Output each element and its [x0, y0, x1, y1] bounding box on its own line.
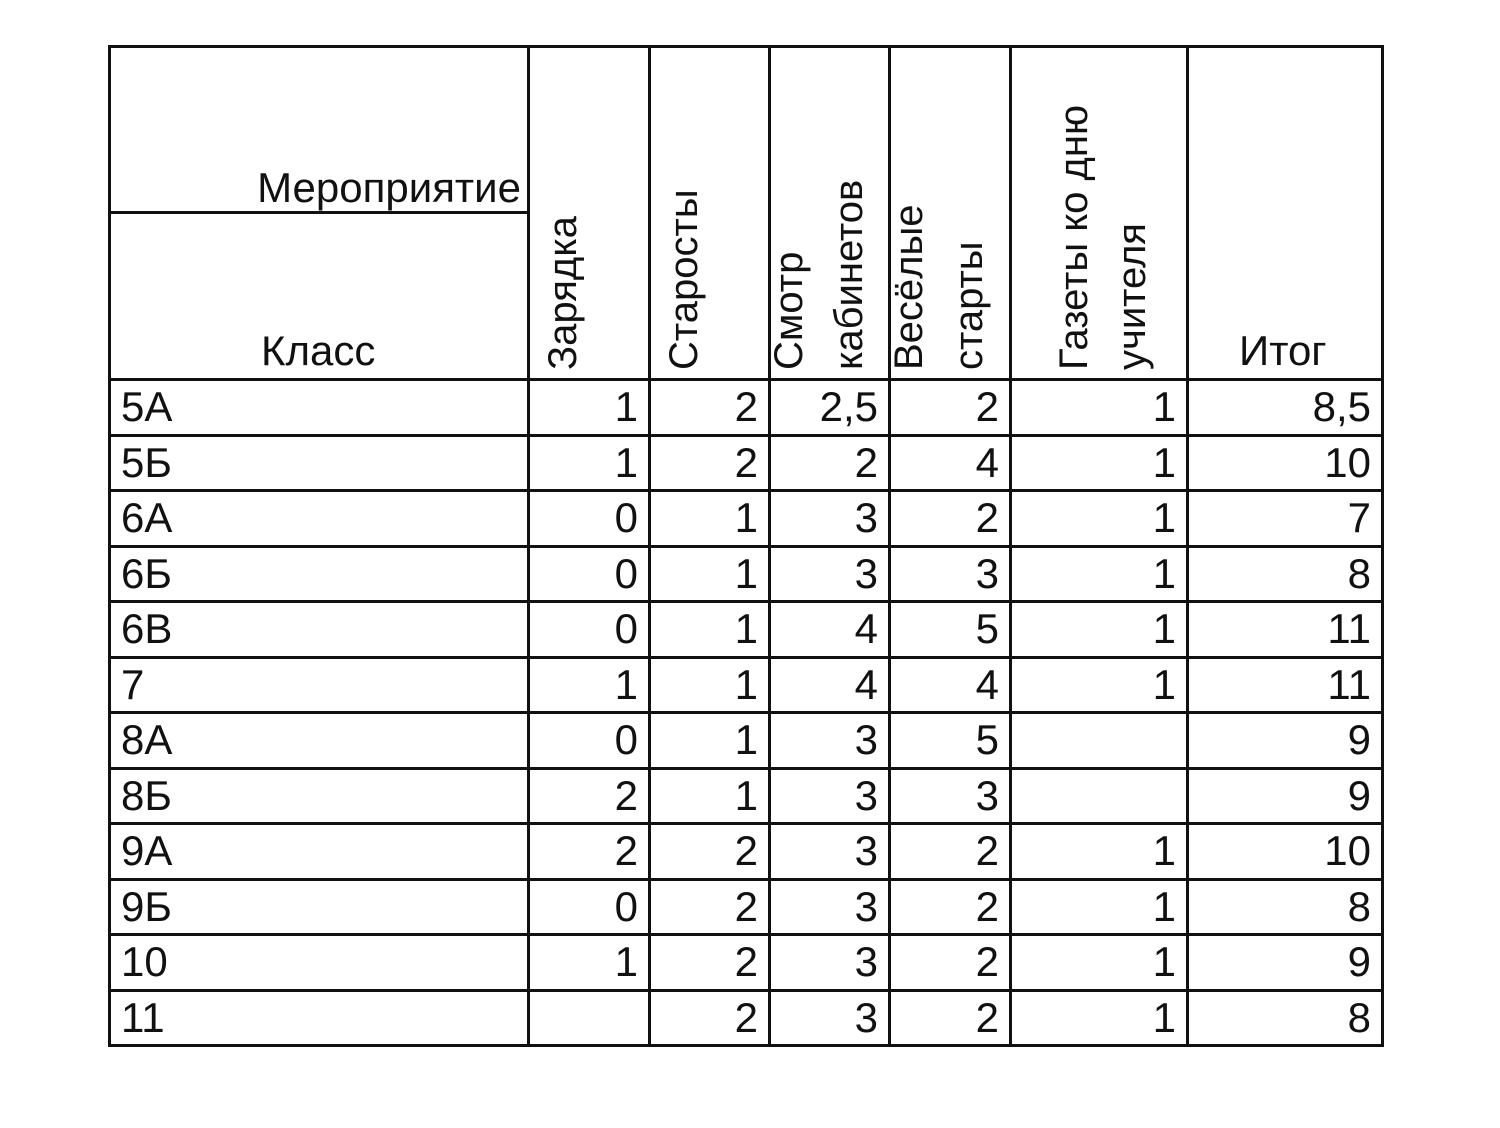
score-cell-smotr: 3 [770, 768, 890, 824]
corner-top-area [111, 48, 527, 214]
score-cell-smotr: 4 [770, 657, 890, 713]
corner-header-cell [110, 47, 529, 380]
score-table-sheet [108, 45, 1381, 1046]
score-cell-veselye: 5 [890, 713, 1011, 769]
score-cell-smotr: 3 [770, 546, 890, 602]
score-cell-veselye: 2 [890, 380, 1011, 436]
score-cell-gazety: 1 [1011, 657, 1188, 713]
score-cell-starosty: 2 [650, 990, 770, 1046]
score-cell-itog: 9 [1188, 935, 1383, 991]
table-row [110, 491, 1383, 547]
score-cell-zaryadka: 1 [529, 657, 650, 713]
table-row [110, 380, 1383, 436]
score-cell-gazety: 1 [1011, 602, 1188, 658]
score-cell-gazety: 1 [1011, 935, 1188, 991]
score-cell-itog: 8,5 [1188, 380, 1383, 436]
score-cell-zaryadka [529, 990, 650, 1046]
score-cell-itog: 11 [1188, 657, 1383, 713]
score-cell-zaryadka: 1 [529, 935, 650, 991]
score-cell-smotr: 4 [770, 602, 890, 658]
class-axis-label: Класс [261, 327, 376, 374]
column-label-itog: Итог [1239, 327, 1327, 374]
column-header-zaryadka [529, 47, 650, 380]
score-cell-zaryadka: 2 [529, 824, 650, 880]
score-cell-starosty: 1 [650, 546, 770, 602]
class-cell: 10 [110, 935, 529, 991]
score-cell-starosty: 1 [650, 657, 770, 713]
score-cell-zaryadka: 1 [529, 380, 650, 436]
score-cell-smotr: 3 [770, 491, 890, 547]
table-row [110, 935, 1383, 991]
table-row [110, 435, 1383, 491]
score-cell-smotr: 3 [770, 990, 890, 1046]
score-cell-starosty: 2 [650, 380, 770, 436]
table-header-row [110, 47, 1383, 380]
score-cell-starosty: 2 [650, 435, 770, 491]
score-cell-gazety: 1 [1011, 990, 1188, 1046]
score-cell-zaryadka: 0 [529, 491, 650, 547]
score-cell-itog: 8 [1188, 990, 1383, 1046]
table-row [110, 546, 1383, 602]
column-label-gazety-line1: Газеты ко дню [1052, 105, 1096, 370]
score-cell-gazety: 1 [1011, 435, 1188, 491]
score-cell-smotr: 2,5 [770, 380, 890, 436]
score-cell-gazety [1011, 713, 1188, 769]
score-cell-itog: 8 [1188, 879, 1383, 935]
score-cell-smotr: 2 [770, 435, 890, 491]
score-table [108, 45, 1384, 1047]
table-row [110, 879, 1383, 935]
score-cell-itog: 10 [1188, 824, 1383, 880]
score-cell-gazety: 1 [1011, 491, 1188, 547]
column-label-veselye-line2: старты [947, 241, 991, 370]
column-label-zaryadka: Зарядка [541, 216, 585, 370]
score-cell-starosty: 2 [650, 879, 770, 935]
score-cell-veselye: 3 [890, 768, 1011, 824]
score-cell-itog: 11 [1188, 602, 1383, 658]
table-row [110, 768, 1383, 824]
score-cell-veselye: 2 [890, 824, 1011, 880]
score-cell-smotr: 3 [770, 713, 890, 769]
score-cell-gazety: 1 [1011, 879, 1188, 935]
score-cell-veselye: 5 [890, 602, 1011, 658]
score-cell-itog: 7 [1188, 491, 1383, 547]
score-cell-veselye: 4 [890, 435, 1011, 491]
score-cell-gazety: 1 [1011, 546, 1188, 602]
score-cell-starosty: 1 [650, 602, 770, 658]
score-cell-itog: 9 [1188, 713, 1383, 769]
class-cell: 9А [110, 824, 529, 880]
score-cell-zaryadka: 2 [529, 768, 650, 824]
event-axis-label: Мероприятие [257, 164, 521, 211]
column-label-veselye-line1: Весёлые [887, 204, 931, 370]
score-cell-starosty: 2 [650, 935, 770, 991]
score-cell-gazety: 1 [1011, 380, 1188, 436]
class-cell: 6А [110, 491, 529, 547]
score-cell-starosty: 2 [650, 824, 770, 880]
score-cell-smotr: 3 [770, 935, 890, 991]
table-row [110, 713, 1383, 769]
class-cell: 7 [110, 657, 529, 713]
score-cell-starosty: 1 [650, 491, 770, 547]
score-cell-veselye: 4 [890, 657, 1011, 713]
score-cell-itog: 9 [1188, 768, 1383, 824]
score-cell-gazety [1011, 768, 1188, 824]
class-cell: 6В [110, 602, 529, 658]
score-cell-veselye: 2 [890, 491, 1011, 547]
score-cell-zaryadka: 0 [529, 602, 650, 658]
column-header-gazety [1011, 47, 1188, 380]
column-label-smotr-line1: Смотр [767, 251, 811, 370]
score-cell-zaryadka: 0 [529, 546, 650, 602]
table-row [110, 657, 1383, 713]
score-cell-starosty: 1 [650, 768, 770, 824]
class-cell: 11 [110, 990, 529, 1046]
score-cell-veselye: 3 [890, 546, 1011, 602]
score-cell-zaryadka: 1 [529, 435, 650, 491]
column-header-veselye [887, 47, 1011, 380]
table-row [110, 990, 1383, 1046]
class-cell: 5Б [110, 435, 529, 491]
column-label-starosty: Старосты [662, 189, 706, 370]
score-cell-zaryadka: 0 [529, 713, 650, 769]
score-cell-veselye: 2 [890, 990, 1011, 1046]
column-header-itog [1188, 47, 1383, 380]
class-cell: 5А [110, 380, 529, 436]
class-cell: 6Б [110, 546, 529, 602]
class-cell: 8Б [110, 768, 529, 824]
score-cell-itog: 10 [1188, 435, 1383, 491]
column-header-starosty [650, 47, 770, 380]
score-cell-smotr: 3 [770, 879, 890, 935]
score-cell-veselye: 2 [890, 879, 1011, 935]
column-header-smotr [767, 47, 890, 380]
table-row [110, 602, 1383, 658]
score-cell-smotr: 3 [770, 824, 890, 880]
score-cell-starosty: 1 [650, 713, 770, 769]
score-cell-zaryadka: 0 [529, 879, 650, 935]
class-cell: 8А [110, 713, 529, 769]
score-cell-veselye: 2 [890, 935, 1011, 991]
column-label-gazety-line2: учителя [1110, 223, 1154, 370]
score-cell-gazety: 1 [1011, 824, 1188, 880]
column-label-smotr-line2: кабинетов [827, 179, 871, 370]
class-cell: 9Б [110, 879, 529, 935]
score-cell-itog: 8 [1188, 546, 1383, 602]
table-row [110, 824, 1383, 880]
